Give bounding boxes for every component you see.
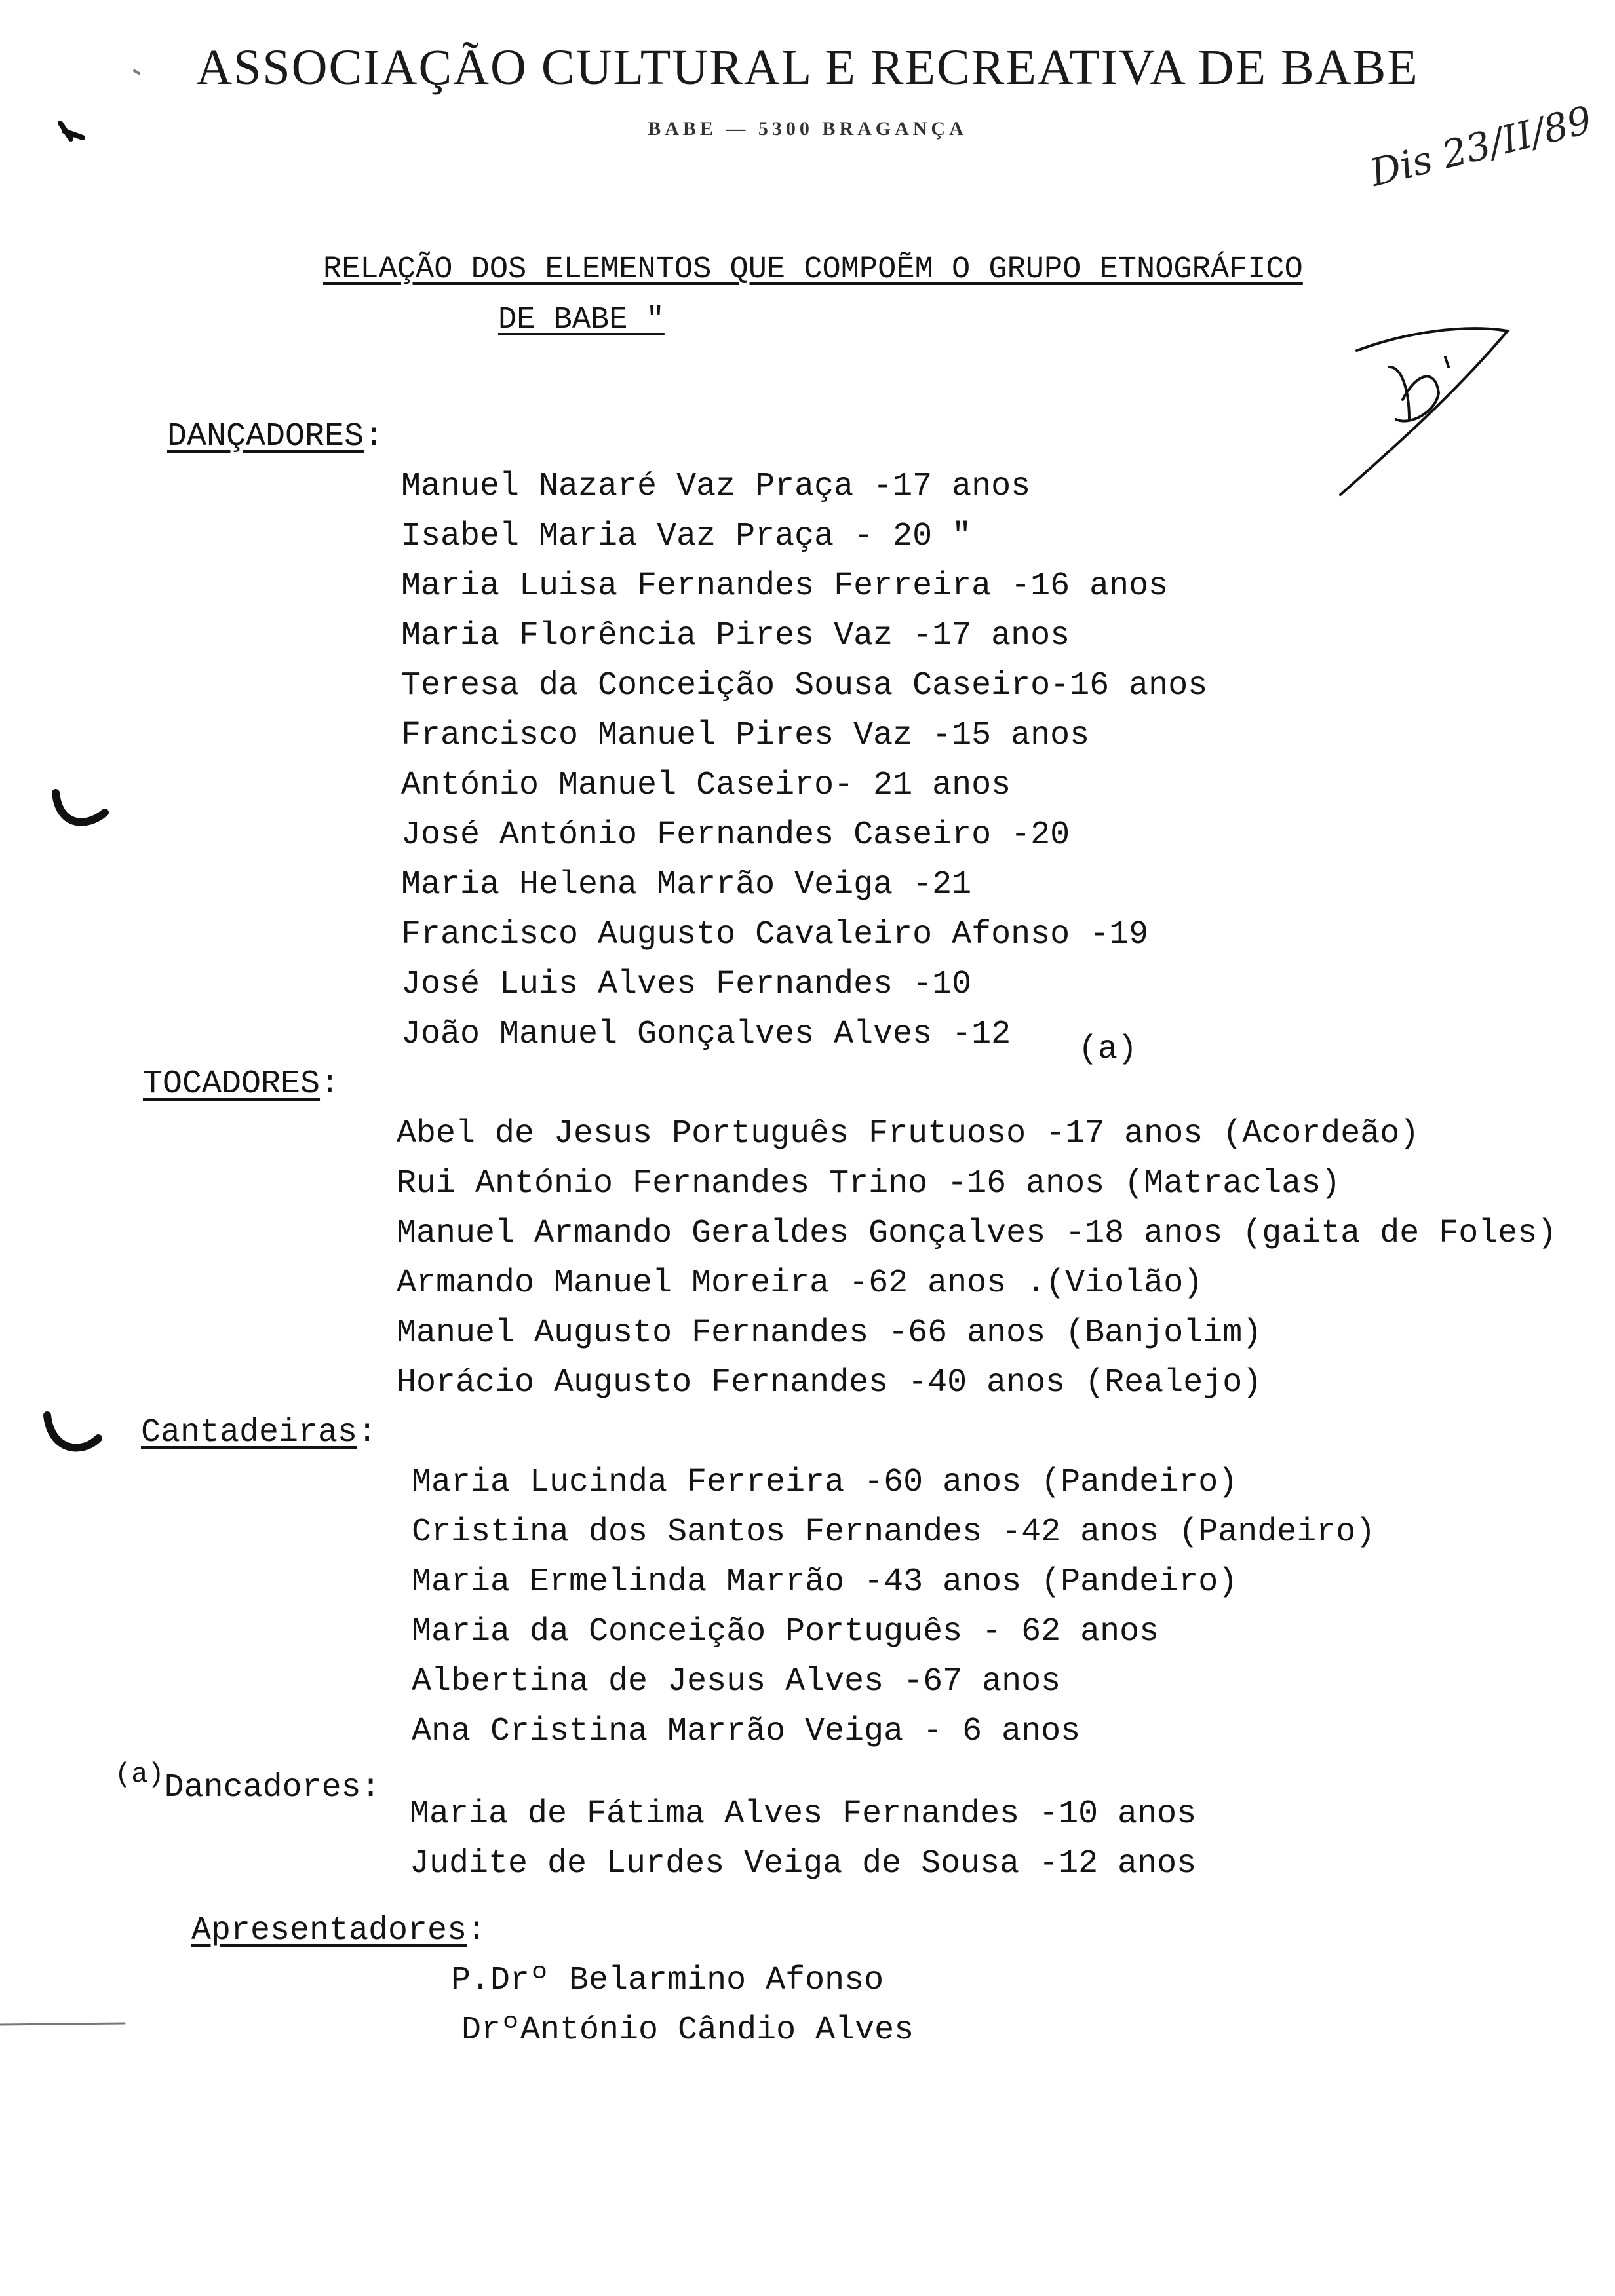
section-label-text: DANÇADORES [167, 418, 364, 455]
section-label-dancadores-a [115, 1759, 381, 1807]
section-label-colon: : [364, 418, 384, 455]
document-heading-line2: DE BABE " [498, 303, 665, 337]
section-label-text: Cantadeiras [141, 1414, 358, 1451]
list-item: Judite de Lurdes Veiga de Sousa -12 anos [410, 1845, 1197, 1883]
list-item: Manuel Nazaré Vaz Praça -17 anos [401, 468, 1031, 505]
section-label-text: Apresentadores [191, 1912, 467, 1949]
list-item: Francisco Manuel Pires Vaz -15 anos [401, 717, 1090, 754]
association-address: BABE — 5300 BRAGANÇA [648, 118, 967, 140]
section-label-colon: : [357, 1414, 378, 1451]
list-item: Ana Cristina Marrão Veiga - 6 anos [412, 1713, 1081, 1750]
list-item: Rui António Fernandes Trino -16 anos (Matraclas) [397, 1165, 1341, 1202]
section-label-colon: : [467, 1912, 487, 1949]
list-item: Teresa da Conceição Sousa Caseiro-16 anos [401, 667, 1208, 704]
list-item: Abel de Jesus Português Frutuoso -17 anos (Acordeão) [397, 1115, 1420, 1153]
list-item: Maria de Fátima Alves Fernandes -10 anos [410, 1795, 1197, 1833]
list-item: João Manuel Gonçalves Alves -12 [401, 1016, 1011, 1053]
footnote-prefix: (a) [115, 1759, 165, 1790]
list-item: Isabel Maria Vaz Praça - 20 " [401, 518, 972, 555]
document-heading-line1: RELAÇÃO DOS ELEMENTOS QUE COMPOẼM O GRUPO ETNOGRÁFICO [323, 252, 1303, 287]
list-item: Maria Luisa Fernandes Ferreira -16 anos [401, 567, 1169, 605]
list-item: Horácio Augusto Fernandes -40 anos (Realejo) [397, 1364, 1262, 1402]
signature-mark [1340, 328, 1508, 495]
list-item: José Luis Alves Fernandes -10 [401, 966, 972, 1003]
list-item: Manuel Augusto Fernandes -66 anos (Banjolim) [397, 1314, 1262, 1352]
section-label-cantadeiras [141, 1414, 377, 1451]
list-item: Albertina de Jesus Alves -67 anos [412, 1663, 1061, 1700]
section-label-apresentadores [191, 1912, 486, 1949]
section-label-dancadores [167, 418, 383, 455]
section-label-colon: : [320, 1065, 340, 1103]
list-item: DrºAntónio Cândio Alves [461, 2012, 914, 2049]
list-item: Maria Helena Marrão Veiga -21 [401, 866, 972, 904]
list-item: Cristina dos Santos Fernandes -42 anos (Pandeiro) [412, 1514, 1376, 1551]
handwritten-date: Dis 23/II/89 [1365, 97, 1597, 195]
list-item: Manuel Armando Geraldes Gonçalves -18 anos (gaita de Foles) [397, 1215, 1557, 1252]
list-item: Maria da Conceição Português - 62 anos [412, 1613, 1159, 1651]
list-item: Maria Florência Pires Vaz -17 anos [401, 617, 1070, 655]
list-item: Maria Ermelinda Marrão -43 anos (Pandeiro) [412, 1563, 1238, 1601]
section-label-text: TOCADORES [143, 1065, 321, 1103]
list-item: P.Drº Belarmino Afonso [451, 1962, 884, 1999]
list-item: Francisco Augusto Cavaleiro Afonso -19 [401, 916, 1149, 953]
list-item: José António Fernandes Caseiro -20 [401, 816, 1070, 854]
section-label-tocadores [143, 1065, 340, 1103]
footnote-marker: (a) [1078, 1031, 1138, 1068]
association-title: ASSOCIAÇÃO CULTURAL E RECREATIVA DE BABE [196, 40, 1419, 95]
list-item: Armando Manuel Moreira -62 anos .(Violão) [397, 1265, 1203, 1302]
list-item: Maria Lucinda Ferreira -60 anos (Pandeiro) [412, 1464, 1238, 1501]
section-label-text: Dancadores: [164, 1769, 381, 1807]
list-item: António Manuel Caseiro- 21 anos [401, 767, 1011, 804]
